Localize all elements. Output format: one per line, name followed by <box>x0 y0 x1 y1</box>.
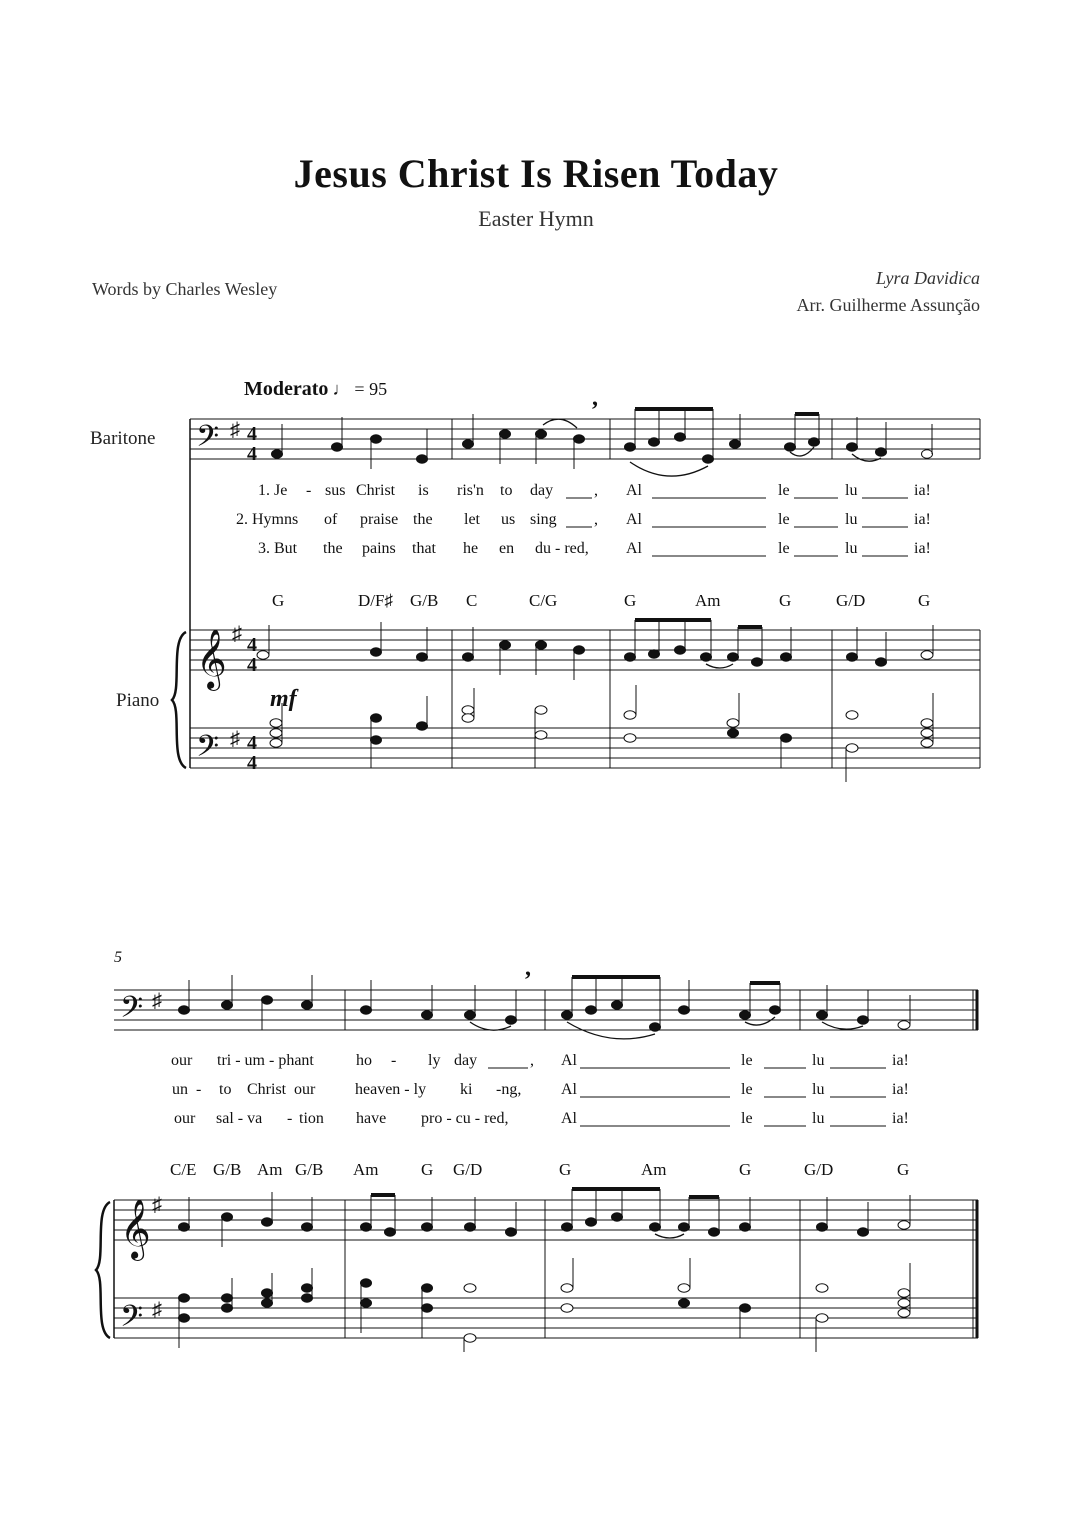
bass-clef-icon: 𝄢 <box>120 991 144 1031</box>
slurs-1 <box>543 419 881 476</box>
lyric-syllable: sus <box>325 482 346 499</box>
instrument-piano: Piano <box>116 690 160 711</box>
instrument-baritone: Baritone <box>90 428 156 449</box>
treble-clef-icon: 𝄞 <box>120 1201 151 1258</box>
lyric-syllable: our <box>294 1081 316 1098</box>
tempo-value: = 95 <box>354 379 388 399</box>
lyric-syllable: tri - um - phant <box>217 1052 314 1069</box>
lyric-syllable: Al <box>561 1052 577 1069</box>
bass-clef-icon: 𝄢 <box>196 420 220 460</box>
chord-symbol: G <box>624 591 637 610</box>
tempo-word: Moderato <box>244 378 329 400</box>
chord-symbol: G/D <box>804 1160 834 1179</box>
lyric-syllable: Al <box>626 482 642 499</box>
chord-symbol: G <box>272 591 285 610</box>
lyric-syllable: le <box>778 540 790 557</box>
chord-symbol: C/E <box>170 1160 197 1179</box>
lyric-syllable: lu <box>845 540 858 557</box>
staff-piano-treble-2 <box>114 1200 978 1240</box>
arranger-credit: Arr. Guilherme Assunção <box>796 295 980 315</box>
lyric-extenders-2 <box>488 1068 886 1126</box>
piano-brace-icon <box>96 1202 110 1338</box>
lyric-syllable: ia! <box>914 540 931 557</box>
chord-symbol: Am <box>641 1160 667 1179</box>
clefs-1 <box>196 419 257 774</box>
chord-symbol: G <box>918 591 931 610</box>
lyric-syllable: 1. Je <box>258 482 288 499</box>
lyric-syllable: pro - cu - red, <box>421 1110 509 1127</box>
piano-bass-notes-1 <box>270 685 933 782</box>
lyric-syllable: le <box>778 482 790 499</box>
time-signature: 4 <box>247 634 257 656</box>
chord-symbol: G/B <box>295 1160 324 1179</box>
lyric-syllable: lu <box>845 511 858 528</box>
time-signature: 4 <box>247 732 257 754</box>
piano-brace-icon <box>172 632 186 768</box>
lyric-syllable: ho <box>356 1052 372 1069</box>
key-sharp-icon: ♯ <box>230 419 240 441</box>
lyric-syllable: , <box>530 1052 534 1069</box>
lyric-syllable: our <box>171 1052 193 1069</box>
lyric-syllable: Al <box>626 540 642 557</box>
lyric-syllable: - <box>287 1110 293 1127</box>
lyric-syllable: Christ <box>247 1081 287 1098</box>
lyric-syllable: Al <box>561 1110 577 1127</box>
chord-symbol: G <box>559 1160 572 1179</box>
chord-symbol: G/B <box>410 591 439 610</box>
lyric-syllable: praise <box>360 511 399 528</box>
lyric-syllable: lu <box>845 482 858 499</box>
lyric-syllable: - <box>196 1081 202 1098</box>
lyric-syllable: ia! <box>892 1110 909 1127</box>
chord-symbol: Am <box>353 1160 379 1179</box>
chord-symbol: G <box>421 1160 434 1179</box>
staff-piano-bass-2 <box>114 1298 978 1338</box>
treble-clef-icon: 𝄞 <box>196 631 227 688</box>
lyric-syllable: , <box>594 482 598 499</box>
tune-credit: Lyra Davidica <box>876 268 980 288</box>
lyric-syllable: ia! <box>892 1081 909 1098</box>
page-title: Jesus Christ Is Risen Today <box>293 151 779 196</box>
svg-text:4: 4 <box>247 443 257 465</box>
lyric-syllable: - <box>306 482 312 499</box>
lyric-syllable: en <box>499 540 515 557</box>
lyric-syllable: that <box>412 540 436 557</box>
chord-symbol: G/D <box>836 591 866 610</box>
bass-clef-icon: 𝄢 <box>196 730 220 770</box>
chord-symbol: G <box>779 591 792 610</box>
breath-mark-icon: , <box>525 955 531 981</box>
lyric-syllable: 2. Hymns <box>236 511 299 528</box>
chord-symbol: G <box>897 1160 910 1179</box>
chord-symbol: C <box>466 591 478 610</box>
key-sharp-icon: ♯ <box>152 990 162 1012</box>
lyric-syllable: pains <box>362 540 396 557</box>
key-sharp-icon: ♯ <box>152 1299 162 1321</box>
lyric-syllable: the <box>323 540 343 557</box>
lyric-syllable: to <box>500 482 513 499</box>
breath-mark-icon: , <box>592 385 598 411</box>
clefs-2 <box>120 990 162 1340</box>
lyric-syllable: is <box>418 482 429 499</box>
key-sharp-icon: ♯ <box>230 728 240 750</box>
lyric-syllable: Al <box>561 1081 577 1098</box>
quarter-note-icon: ♩ <box>332 379 351 399</box>
page-subtitle: Easter Hymn <box>478 206 594 231</box>
chord-symbol: G/D <box>453 1160 483 1179</box>
lyric-syllable: le <box>741 1081 753 1098</box>
svg-text:4: 4 <box>247 752 257 774</box>
lyricist-credit: Words by Charles Wesley <box>92 279 278 299</box>
lyric-syllable: of <box>324 511 338 528</box>
lyric-syllable: 3. But <box>258 540 298 557</box>
lyric-syllable: heaven - ly <box>355 1081 427 1098</box>
lyric-syllable: le <box>741 1052 753 1069</box>
system-2-staves <box>114 990 978 1338</box>
lyric-syllable: Al <box>626 511 642 528</box>
lyric-syllable: the <box>413 511 433 528</box>
staff-piano-bass-1 <box>190 728 980 768</box>
lyric-syllable: Christ <box>356 482 396 499</box>
lyric-syllable: - <box>391 1052 397 1069</box>
lyric-syllable: to <box>219 1081 232 1098</box>
lyric-syllable: our <box>174 1110 196 1127</box>
lyric-syllable: ris'n <box>457 482 484 499</box>
lyric-syllable: -ng, <box>496 1081 522 1098</box>
chord-symbol: Am <box>257 1160 283 1179</box>
lyric-syllable: have <box>356 1110 387 1127</box>
lyric-syllable: he <box>463 540 479 557</box>
lyric-syllable: ia! <box>914 482 931 499</box>
lyric-syllable: day <box>454 1052 478 1069</box>
svg-text:4: 4 <box>247 654 257 676</box>
lyric-syllable: du - red, <box>535 540 589 557</box>
chord-symbol: Am <box>695 591 721 610</box>
dynamic-mf: mf <box>270 686 297 712</box>
lyric-syllable: let <box>464 511 480 528</box>
chord-symbol: D/F♯ <box>358 591 393 610</box>
lyric-syllable: sing <box>530 511 557 528</box>
lyric-syllable: le <box>778 511 790 528</box>
lyric-syllable: us <box>501 511 516 528</box>
lyric-syllable: ly <box>428 1052 441 1069</box>
lyric-syllable: day <box>530 482 554 499</box>
lyric-syllable: ia! <box>892 1052 909 1069</box>
lyric-syllable: le <box>741 1110 753 1127</box>
lyric-syllable: sal - va <box>216 1110 263 1127</box>
measure-number: 5 <box>114 949 122 966</box>
lyric-syllable: , <box>594 511 598 528</box>
key-sharp-icon: ♯ <box>232 623 242 645</box>
key-sharp-icon: ♯ <box>152 1194 162 1216</box>
time-signature: 4 <box>247 423 257 445</box>
lyric-syllable: lu <box>812 1110 825 1127</box>
chord-symbol: G <box>739 1160 752 1179</box>
staff-baritone-2 <box>114 990 978 1030</box>
lyric-syllable: ia! <box>914 511 931 528</box>
chord-symbol: G/B <box>213 1160 242 1179</box>
lyric-syllable: lu <box>812 1081 825 1098</box>
bass-clef-icon: 𝄢 <box>120 1300 144 1340</box>
lyric-syllable: un <box>172 1081 188 1098</box>
lyric-syllable: ki <box>460 1081 473 1098</box>
chord-symbol: C/G <box>529 591 558 610</box>
lyric-syllable: lu <box>812 1052 825 1069</box>
lyric-syllable: tion <box>299 1110 324 1127</box>
